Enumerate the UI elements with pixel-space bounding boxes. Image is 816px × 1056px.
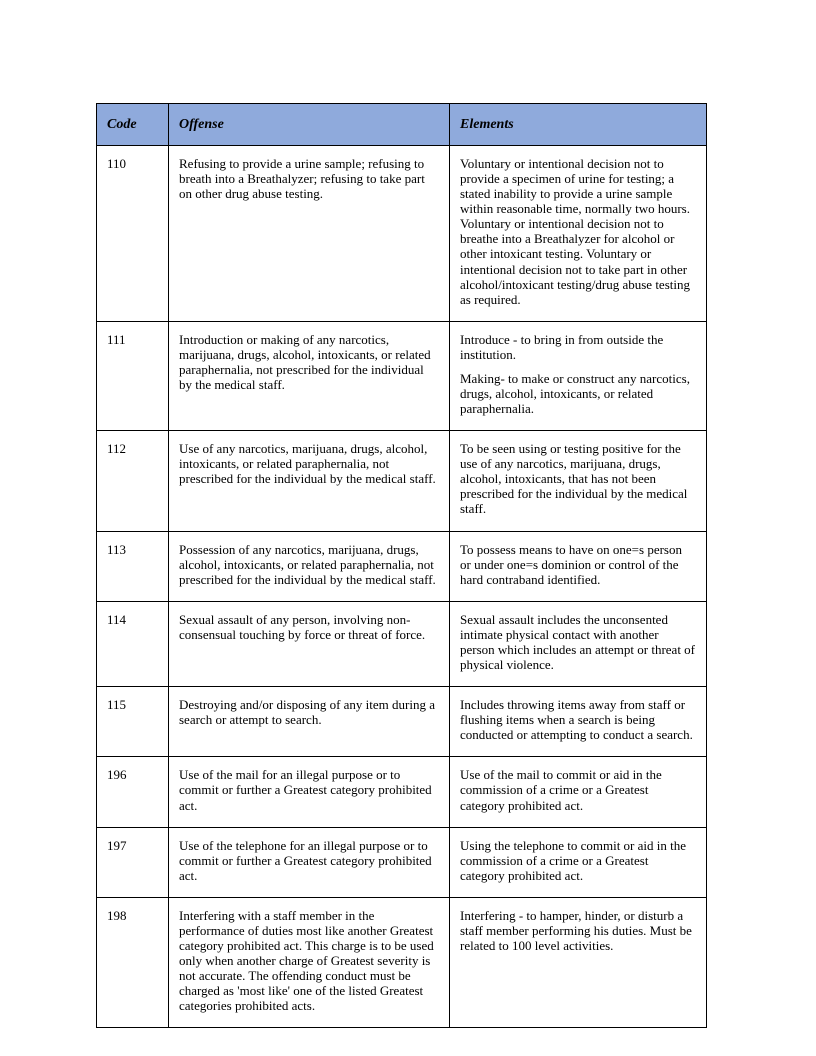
table-row <box>97 601 707 686</box>
offense-cell: Refusing to provide a urine sample; refusing to breath into a Breathalyzer; refusing to take part on other drug abuse testing. <box>169 146 450 322</box>
offense-cell: Interfering with a staff member in the performance of duties most like another Greatest category prohibited act. This charge is to be used only when another charge of Greatest severity is not accurate. The offending conduct must be charged as 'most like' one of the listed Greatest categories prohibited acts. <box>169 897 450 1028</box>
header-offense: Offense <box>169 104 450 146</box>
elements-cell: To possess means to have on one=s person or under one=s dominion or control of the hard contraband identified. <box>450 531 707 601</box>
offense-cell: Use of the mail for an illegal purpose or to commit or further a Greatest category prohibited act. <box>169 757 450 827</box>
code-cell: 115 <box>97 687 169 757</box>
offense-cell: Use of the telephone for an illegal purpose or to commit or further a Greatest category prohibited act. <box>169 827 450 897</box>
elements-cell: Voluntary or intentional decision not to provide a specimen of urine for testing; a stated inability to provide a urine sample within reasonable time, normally two hours. Voluntary or intentional decision not to breathe into a Breathalyzer for alcohol or other intoxicant testing. Voluntary or intentional decision not to take part in other alcohol/intoxicant testing/drug abuse testing as required. <box>450 146 707 322</box>
elements-cell: To be seen using or testing positive for the use of any narcotics, marijuana, drugs, alcohol, intoxicants, that has not been prescribed for the individual by the medical staff. <box>450 431 707 531</box>
header-code: Code <box>97 104 169 146</box>
table-row <box>97 531 707 601</box>
table-row <box>97 431 707 531</box>
offense-cell: Sexual assault of any person, involving non-consensual touching by force or threat of force. <box>169 601 450 686</box>
elements-cell: Interfering - to hamper, hinder, or disturb a staff member performing his duties. Must be related to 100 level activities. <box>450 897 707 1028</box>
code-cell: 110 <box>97 146 169 322</box>
elements-paragraph: Introduce - to bring in from outside the institution. <box>460 331 664 362</box>
code-cell: 111 <box>97 321 169 430</box>
offense-cell: Use of any narcotics, marijuana, drugs, alcohol, intoxicants, or related paraphernalia, not prescribed for the individual by the medical staff. <box>169 431 450 531</box>
table-row <box>97 146 707 322</box>
offense-cell: Possession of any narcotics, marijuana, drugs, alcohol, intoxicants, or related paraphernalia, not prescribed for the individual by the medical staff. <box>169 531 450 601</box>
elements-cell: Includes throwing items away from staff or flushing items when a search is being conducted or attempting to conduct a search. <box>450 687 707 757</box>
header-row <box>97 104 707 146</box>
code-cell: 114 <box>97 601 169 686</box>
elements-cell: Use of the mail to commit or aid in the commission of a crime or a Greatest category prohibited act. <box>450 757 707 827</box>
code-cell: 196 <box>97 757 169 827</box>
offense-code-table <box>96 103 707 1028</box>
header-elements: Elements <box>450 104 707 146</box>
code-cell: 113 <box>97 531 169 601</box>
offense-cell: Destroying and/or disposing of any item during a search or attempt to search. <box>169 687 450 757</box>
code-cell: 198 <box>97 897 169 1028</box>
elements-paragraph: Making- to make or construct any narcotics, drugs, alcohol, intoxicants, or related paraphernalia. <box>460 370 690 417</box>
table-row <box>97 897 707 1028</box>
elements-cell: Sexual assault includes the unconsented intimate physical contact with another person which includes an attempt or threat of physical violence. <box>450 601 707 686</box>
elements-cell: Using the telephone to commit or aid in the commission of a crime or a Greatest category prohibited act. <box>450 827 707 897</box>
table-row <box>97 321 707 430</box>
code-cell: 197 <box>97 827 169 897</box>
elements-cell <box>450 321 707 430</box>
code-cell: 112 <box>97 431 169 531</box>
table-row <box>97 827 707 897</box>
table-row <box>97 757 707 827</box>
offense-cell: Introduction or making of any narcotics, marijuana, drugs, alcohol, intoxicants, or related paraphernalia, not prescribed for the individual by the medical staff. <box>169 321 450 430</box>
table-row <box>97 687 707 757</box>
